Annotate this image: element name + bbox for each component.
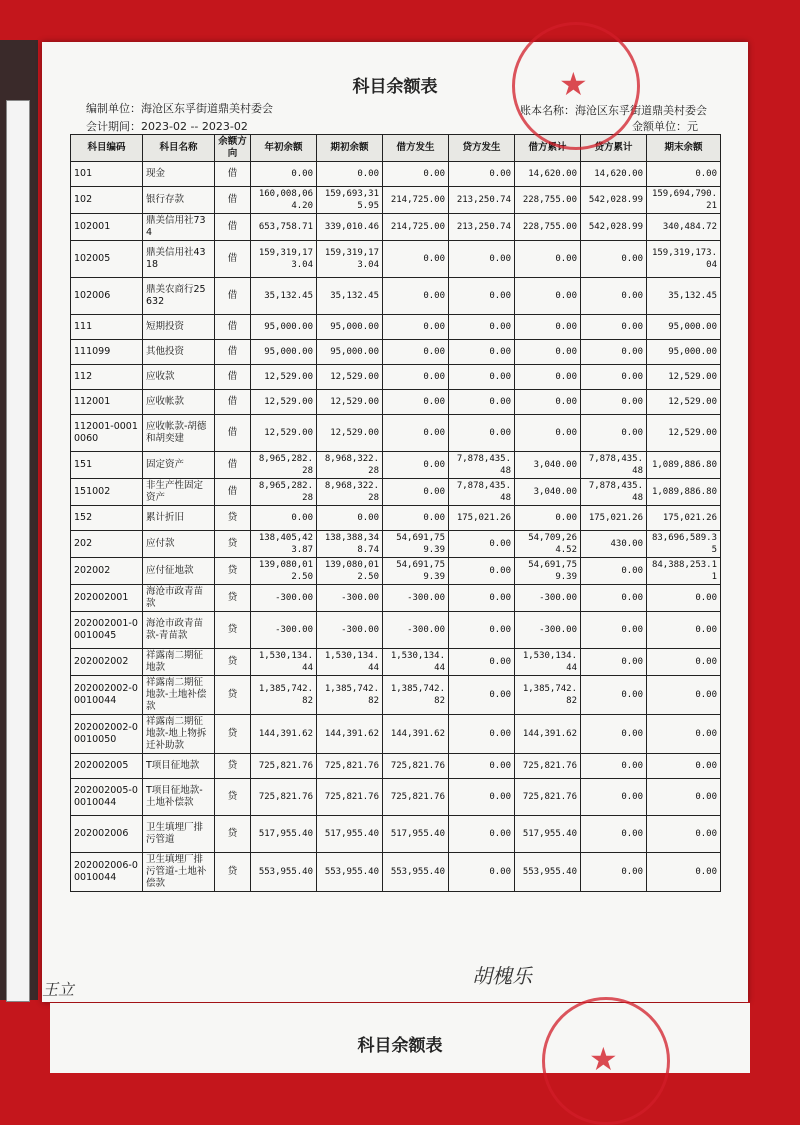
amount-cell: 144,391.62 <box>317 715 383 754</box>
amount-cell: -300.00 <box>317 585 383 612</box>
amount-cell: 0.00 <box>581 612 647 649</box>
amount-cell: 517,955.40 <box>317 816 383 853</box>
amount-cell: 159,694,790.21 <box>647 187 721 214</box>
amount-cell: 0.00 <box>449 415 515 452</box>
account-name-cell: 应收款 <box>143 365 215 390</box>
amount-cell: 138,388,348.74 <box>317 531 383 558</box>
amount-cell: 0.00 <box>515 506 581 531</box>
amount-cell: 35,132.45 <box>317 278 383 315</box>
account-name-cell: 鼎美信用社734 <box>143 214 215 241</box>
account-code-cell: 202002005-00010044 <box>71 779 143 816</box>
account-code-cell: 202002006 <box>71 816 143 853</box>
amount-cell: 1,530,134.44 <box>515 649 581 676</box>
amount-cell: 14,620.00 <box>581 162 647 187</box>
amount-cell: 35,132.45 <box>647 278 721 315</box>
column-header: 借方发生 <box>383 135 449 162</box>
amount-cell: 0.00 <box>251 506 317 531</box>
account-code-cell: 101 <box>71 162 143 187</box>
amount-cell: 0.00 <box>581 754 647 779</box>
amount-cell: 0.00 <box>515 415 581 452</box>
balance-direction-cell: 借 <box>215 278 251 315</box>
balance-direction-cell: 借 <box>215 241 251 278</box>
column-header: 贷方发生 <box>449 135 515 162</box>
amount-cell: 0.00 <box>383 415 449 452</box>
amount-cell: 14,620.00 <box>515 162 581 187</box>
amount-cell: 139,080,012.50 <box>251 558 317 585</box>
amount-cell: 430.00 <box>581 531 647 558</box>
amount-cell: 0.00 <box>581 853 647 892</box>
table-row <box>71 715 721 754</box>
amount-cell: 159,319,173.04 <box>251 241 317 278</box>
amount-cell: 8,968,322.28 <box>317 452 383 479</box>
seal-star-icon: ★ <box>589 1040 618 1078</box>
column-header: 期初余额 <box>317 135 383 162</box>
amount-cell: 0.00 <box>449 340 515 365</box>
amount-cell: 0.00 <box>647 779 721 816</box>
amount-cell: 7,878,435.48 <box>449 479 515 506</box>
balance-direction-cell: 借 <box>215 214 251 241</box>
account-code-cell: 102005 <box>71 241 143 278</box>
table-row <box>71 816 721 853</box>
balance-direction-cell: 贷 <box>215 853 251 892</box>
amount-cell: 228,755.00 <box>515 214 581 241</box>
amount-cell: -300.00 <box>515 585 581 612</box>
amount-cell: 214,725.00 <box>383 187 449 214</box>
account-name-cell: 祥露南二期征地款 <box>143 649 215 676</box>
account-name-cell: 鼎美农商行25632 <box>143 278 215 315</box>
amount-cell: 553,955.40 <box>515 853 581 892</box>
amount-cell: 0.00 <box>383 315 449 340</box>
amount-cell: 8,965,282.28 <box>251 452 317 479</box>
account-code-cell: 112001-00010060 <box>71 415 143 452</box>
balance-direction-cell: 贷 <box>215 612 251 649</box>
amount-cell: 542,028.99 <box>581 187 647 214</box>
amount-cell: 0.00 <box>581 315 647 340</box>
table-row <box>71 558 721 585</box>
amount-cell: 1,530,134.44 <box>383 649 449 676</box>
amount-cell: 159,319,173.04 <box>647 241 721 278</box>
amount-cell: 0.00 <box>515 340 581 365</box>
amount-cell: 0.00 <box>449 853 515 892</box>
amount-cell: 95,000.00 <box>251 315 317 340</box>
balance-direction-cell: 贷 <box>215 816 251 853</box>
amount-cell: 553,955.40 <box>317 853 383 892</box>
amount-cell: 95,000.00 <box>251 340 317 365</box>
amount-cell: 0.00 <box>515 241 581 278</box>
account-code-cell: 111 <box>71 315 143 340</box>
account-code-cell: 151 <box>71 452 143 479</box>
amount-cell: 0.00 <box>581 278 647 315</box>
unit-label: 金额单位：元 <box>632 120 698 133</box>
amount-cell: 0.00 <box>317 162 383 187</box>
amount-cell: 1,385,742.82 <box>515 676 581 715</box>
amount-cell: 0.00 <box>383 278 449 315</box>
account-name-cell: 应付征地款 <box>143 558 215 585</box>
account-code-cell: 202002001-00010045 <box>71 612 143 649</box>
amount-cell: -300.00 <box>515 612 581 649</box>
amount-cell: 725,821.76 <box>251 779 317 816</box>
table-row <box>71 649 721 676</box>
ledger-table <box>70 134 721 892</box>
amount-cell: 95,000.00 <box>317 340 383 365</box>
amount-cell: 0.00 <box>449 390 515 415</box>
amount-cell: 725,821.76 <box>251 754 317 779</box>
amount-cell: 139,080,012.50 <box>317 558 383 585</box>
column-header: 余额方向 <box>215 135 251 162</box>
amount-cell: 0.00 <box>449 585 515 612</box>
amount-cell: 175,021.26 <box>581 506 647 531</box>
amount-cell: 0.00 <box>515 315 581 340</box>
balance-direction-cell: 贷 <box>215 531 251 558</box>
account-code-cell: 202002006-00010044 <box>71 853 143 892</box>
table-row <box>71 506 721 531</box>
amount-cell: 0.00 <box>581 779 647 816</box>
balance-direction-cell: 借 <box>215 452 251 479</box>
table-row <box>71 754 721 779</box>
amount-cell: 0.00 <box>383 365 449 390</box>
amount-cell: 0.00 <box>515 390 581 415</box>
balance-direction-cell: 借 <box>215 365 251 390</box>
account-name-cell: 银行存款 <box>143 187 215 214</box>
amount-cell: -300.00 <box>251 612 317 649</box>
account-name-cell: 祥露南二期征地款-地上物拆迁补助款 <box>143 715 215 754</box>
account-name-cell: 累计折旧 <box>143 506 215 531</box>
amount-cell: 0.00 <box>647 649 721 676</box>
amount-cell: 1,530,134.44 <box>317 649 383 676</box>
seal-star-icon: ★ <box>559 65 588 103</box>
amount-cell: 0.00 <box>581 390 647 415</box>
amount-cell: 1,089,886.80 <box>647 452 721 479</box>
amount-cell: 228,755.00 <box>515 187 581 214</box>
balance-direction-cell: 贷 <box>215 558 251 585</box>
account-name-cell: 卫生填埋厂排污管道 <box>143 816 215 853</box>
table-row <box>71 676 721 715</box>
amount-cell: 3,040.00 <box>515 452 581 479</box>
balance-direction-cell: 贷 <box>215 649 251 676</box>
amount-cell: 340,484.72 <box>647 214 721 241</box>
amount-cell: 160,008,064.20 <box>251 187 317 214</box>
account-name-cell: 现金 <box>143 162 215 187</box>
account-code-cell: 102 <box>71 187 143 214</box>
amount-cell: 0.00 <box>647 676 721 715</box>
amount-cell: 0.00 <box>515 278 581 315</box>
balance-direction-cell: 借 <box>215 187 251 214</box>
account-name-cell: 海沧市政青苗款 <box>143 585 215 612</box>
amount-cell: 0.00 <box>581 715 647 754</box>
adjacent-paper <box>6 100 30 1002</box>
amount-cell: 8,968,322.28 <box>317 479 383 506</box>
account-code-cell: 202002001 <box>71 585 143 612</box>
table-row <box>71 241 721 278</box>
amount-cell: 0.00 <box>383 340 449 365</box>
amount-cell: 1,385,742.82 <box>317 676 383 715</box>
amount-cell: 12,529.00 <box>317 415 383 452</box>
next-page-title: 科目余额表 <box>357 1036 443 1056</box>
amount-cell: -300.00 <box>317 612 383 649</box>
amount-cell: 0.00 <box>383 241 449 278</box>
amount-cell: 0.00 <box>647 754 721 779</box>
amount-cell: 159,319,173.04 <box>317 241 383 278</box>
amount-cell: 54,691,759.39 <box>515 558 581 585</box>
account-name-cell: 应付款 <box>143 531 215 558</box>
balance-sheet-paper <box>42 42 748 1002</box>
account-code-cell: 202002005 <box>71 754 143 779</box>
amount-cell: 0.00 <box>581 241 647 278</box>
amount-cell: 12,529.00 <box>251 415 317 452</box>
amount-cell: 517,955.40 <box>251 816 317 853</box>
amount-cell: 12,529.00 <box>317 390 383 415</box>
account-code-cell: 202 <box>71 531 143 558</box>
amount-cell: 0.00 <box>449 531 515 558</box>
amount-cell: 7,878,435.48 <box>581 479 647 506</box>
balance-direction-cell: 贷 <box>215 676 251 715</box>
next-page-seal-stamp <box>542 997 670 1125</box>
amount-cell: 12,529.00 <box>251 390 317 415</box>
table-row <box>71 853 721 892</box>
amount-cell: 1,385,742.82 <box>251 676 317 715</box>
column-header: 借方累计 <box>515 135 581 162</box>
amount-cell: 84,388,253.11 <box>647 558 721 585</box>
amount-cell: 0.00 <box>449 715 515 754</box>
amount-cell: 1,089,886.80 <box>647 479 721 506</box>
table-row <box>71 315 721 340</box>
amount-cell: 0.00 <box>647 162 721 187</box>
amount-cell: 553,955.40 <box>251 853 317 892</box>
amount-cell: 0.00 <box>251 162 317 187</box>
amount-cell: 725,821.76 <box>383 754 449 779</box>
balance-direction-cell: 借 <box>215 415 251 452</box>
table-row <box>71 340 721 365</box>
table-row <box>71 214 721 241</box>
amount-cell: 0.00 <box>449 676 515 715</box>
document-title: 科目余额表 <box>352 77 438 97</box>
amount-cell: 0.00 <box>383 162 449 187</box>
column-header: 年初余额 <box>251 135 317 162</box>
org-label: 编制单位：海沧区东孚街道鼎美村委会 <box>86 102 273 115</box>
amount-cell: 0.00 <box>449 612 515 649</box>
amount-cell: 159,693,315.95 <box>317 187 383 214</box>
amount-cell: 0.00 <box>581 365 647 390</box>
account-name-cell: 固定资产 <box>143 452 215 479</box>
amount-cell: 213,250.74 <box>449 187 515 214</box>
amount-cell: 0.00 <box>317 506 383 531</box>
balance-direction-cell: 贷 <box>215 506 251 531</box>
table-row <box>71 779 721 816</box>
table-row <box>71 531 721 558</box>
amount-cell: 7,878,435.48 <box>449 452 515 479</box>
amount-cell: 138,405,423.87 <box>251 531 317 558</box>
table-header-row <box>71 135 721 162</box>
amount-cell: 214,725.00 <box>383 214 449 241</box>
amount-cell: 8,965,282.28 <box>251 479 317 506</box>
column-header: 期末余额 <box>647 135 721 162</box>
amount-cell: -300.00 <box>251 585 317 612</box>
table-row <box>71 365 721 390</box>
amount-cell: 0.00 <box>449 315 515 340</box>
amount-cell: 54,691,759.39 <box>383 531 449 558</box>
column-header: 科目编码 <box>71 135 143 162</box>
account-name-cell: 鼎美信用社4318 <box>143 241 215 278</box>
official-seal-stamp <box>512 22 640 150</box>
account-name-cell: 非生产性固定资产 <box>143 479 215 506</box>
account-name-cell: 海沧市政青苗款-青苗款 <box>143 612 215 649</box>
amount-cell: 553,955.40 <box>383 853 449 892</box>
amount-cell: 175,021.26 <box>647 506 721 531</box>
amount-cell: 83,696,589.35 <box>647 531 721 558</box>
amount-cell: 0.00 <box>581 340 647 365</box>
amount-cell: 1,385,742.82 <box>383 676 449 715</box>
background-board-edge <box>0 40 38 1000</box>
amount-cell: 0.00 <box>449 278 515 315</box>
account-code-cell: 202002002 <box>71 649 143 676</box>
column-header: 贷方累计 <box>581 135 647 162</box>
account-name-cell: T项目征地款 <box>143 754 215 779</box>
amount-cell: 0.00 <box>515 365 581 390</box>
amount-cell: 0.00 <box>581 558 647 585</box>
amount-cell: 1,530,134.44 <box>251 649 317 676</box>
amount-cell: 725,821.76 <box>515 779 581 816</box>
amount-cell: 542,028.99 <box>581 214 647 241</box>
table-row <box>71 479 721 506</box>
amount-cell: 517,955.40 <box>383 816 449 853</box>
table-row <box>71 415 721 452</box>
amount-cell: 0.00 <box>647 585 721 612</box>
account-code-cell: 202002 <box>71 558 143 585</box>
amount-cell: 95,000.00 <box>317 315 383 340</box>
amount-cell: 12,529.00 <box>647 365 721 390</box>
amount-cell: 339,010.46 <box>317 214 383 241</box>
amount-cell: 0.00 <box>449 754 515 779</box>
amount-cell: 0.00 <box>647 853 721 892</box>
amount-cell: 0.00 <box>449 365 515 390</box>
amount-cell: 0.00 <box>383 506 449 531</box>
account-code-cell: 152 <box>71 506 143 531</box>
table-row <box>71 612 721 649</box>
account-name-cell: 其他投资 <box>143 340 215 365</box>
account-code-cell: 102006 <box>71 278 143 315</box>
account-name-cell: 祥露南二期征地款-土地补偿款 <box>143 676 215 715</box>
amount-cell: 0.00 <box>449 241 515 278</box>
account-code-cell: 112 <box>71 365 143 390</box>
account-name-cell: 应收帐款-胡德和胡奕建 <box>143 415 215 452</box>
amount-cell: 12,529.00 <box>251 365 317 390</box>
table-row <box>71 452 721 479</box>
signature-left: 王立 <box>42 980 75 999</box>
amount-cell: 0.00 <box>449 162 515 187</box>
amount-cell: 0.00 <box>383 479 449 506</box>
account-code-cell: 202002002-00010044 <box>71 676 143 715</box>
amount-cell: -300.00 <box>383 585 449 612</box>
amount-cell: 725,821.76 <box>383 779 449 816</box>
column-header: 科目名称 <box>143 135 215 162</box>
amount-cell: 725,821.76 <box>317 754 383 779</box>
amount-cell: 0.00 <box>383 452 449 479</box>
amount-cell: 144,391.62 <box>251 715 317 754</box>
amount-cell: 54,691,759.39 <box>383 558 449 585</box>
balance-direction-cell: 借 <box>215 390 251 415</box>
amount-cell: 175,021.26 <box>449 506 515 531</box>
amount-cell: 0.00 <box>647 612 721 649</box>
amount-cell: 0.00 <box>383 390 449 415</box>
balance-direction-cell: 借 <box>215 162 251 187</box>
account-name-cell: 卫生填埋厂排污管道-土地补偿款 <box>143 853 215 892</box>
period-label: 会计期间：2023-02 -- 2023-02 <box>86 120 248 133</box>
balance-direction-cell: 借 <box>215 479 251 506</box>
amount-cell: 144,391.62 <box>383 715 449 754</box>
amount-cell: 12,529.00 <box>317 365 383 390</box>
amount-cell: 0.00 <box>581 649 647 676</box>
amount-cell: 95,000.00 <box>647 315 721 340</box>
account-code-cell: 151002 <box>71 479 143 506</box>
amount-cell: 0.00 <box>581 585 647 612</box>
account-code-cell: 102001 <box>71 214 143 241</box>
balance-direction-cell: 借 <box>215 340 251 365</box>
amount-cell: 35,132.45 <box>251 278 317 315</box>
amount-cell: 0.00 <box>449 558 515 585</box>
amount-cell: -300.00 <box>383 612 449 649</box>
balance-direction-cell: 贷 <box>215 715 251 754</box>
table-row <box>71 278 721 315</box>
account-code-cell: 111099 <box>71 340 143 365</box>
balance-direction-cell: 贷 <box>215 585 251 612</box>
table-row <box>71 585 721 612</box>
amount-cell: 517,955.40 <box>515 816 581 853</box>
amount-cell: 0.00 <box>449 816 515 853</box>
account-name-cell: 短期投资 <box>143 315 215 340</box>
amount-cell: 0.00 <box>581 816 647 853</box>
amount-cell: 725,821.76 <box>317 779 383 816</box>
account-name-cell: 应收帐款 <box>143 390 215 415</box>
table-row <box>71 162 721 187</box>
amount-cell: 0.00 <box>647 715 721 754</box>
amount-cell: 7,878,435.48 <box>581 452 647 479</box>
amount-cell: 0.00 <box>581 676 647 715</box>
amount-cell: 144,391.62 <box>515 715 581 754</box>
balance-direction-cell: 贷 <box>215 779 251 816</box>
amount-cell: 54,709,264.52 <box>515 531 581 558</box>
signature-right: 胡槐乐 <box>472 964 532 988</box>
amount-cell: 95,000.00 <box>647 340 721 365</box>
amount-cell: 12,529.00 <box>647 390 721 415</box>
table-row <box>71 390 721 415</box>
amount-cell: 3,040.00 <box>515 479 581 506</box>
amount-cell: 12,529.00 <box>647 415 721 452</box>
table-row <box>71 187 721 214</box>
next-page-paper <box>50 1003 750 1078</box>
amount-cell: 0.00 <box>581 415 647 452</box>
amount-cell: 653,758.71 <box>251 214 317 241</box>
balance-direction-cell: 贷 <box>215 754 251 779</box>
account-label: 账本名称：海沧区东孚街道鼎美村委会 <box>520 104 707 117</box>
account-name-cell: T项目征地款-土地补偿款 <box>143 779 215 816</box>
amount-cell: 213,250.74 <box>449 214 515 241</box>
amount-cell: 0.00 <box>449 649 515 676</box>
amount-cell: 0.00 <box>647 816 721 853</box>
account-code-cell: 202002002-00010050 <box>71 715 143 754</box>
account-code-cell: 112001 <box>71 390 143 415</box>
amount-cell: 0.00 <box>449 779 515 816</box>
balance-direction-cell: 借 <box>215 315 251 340</box>
amount-cell: 725,821.76 <box>515 754 581 779</box>
